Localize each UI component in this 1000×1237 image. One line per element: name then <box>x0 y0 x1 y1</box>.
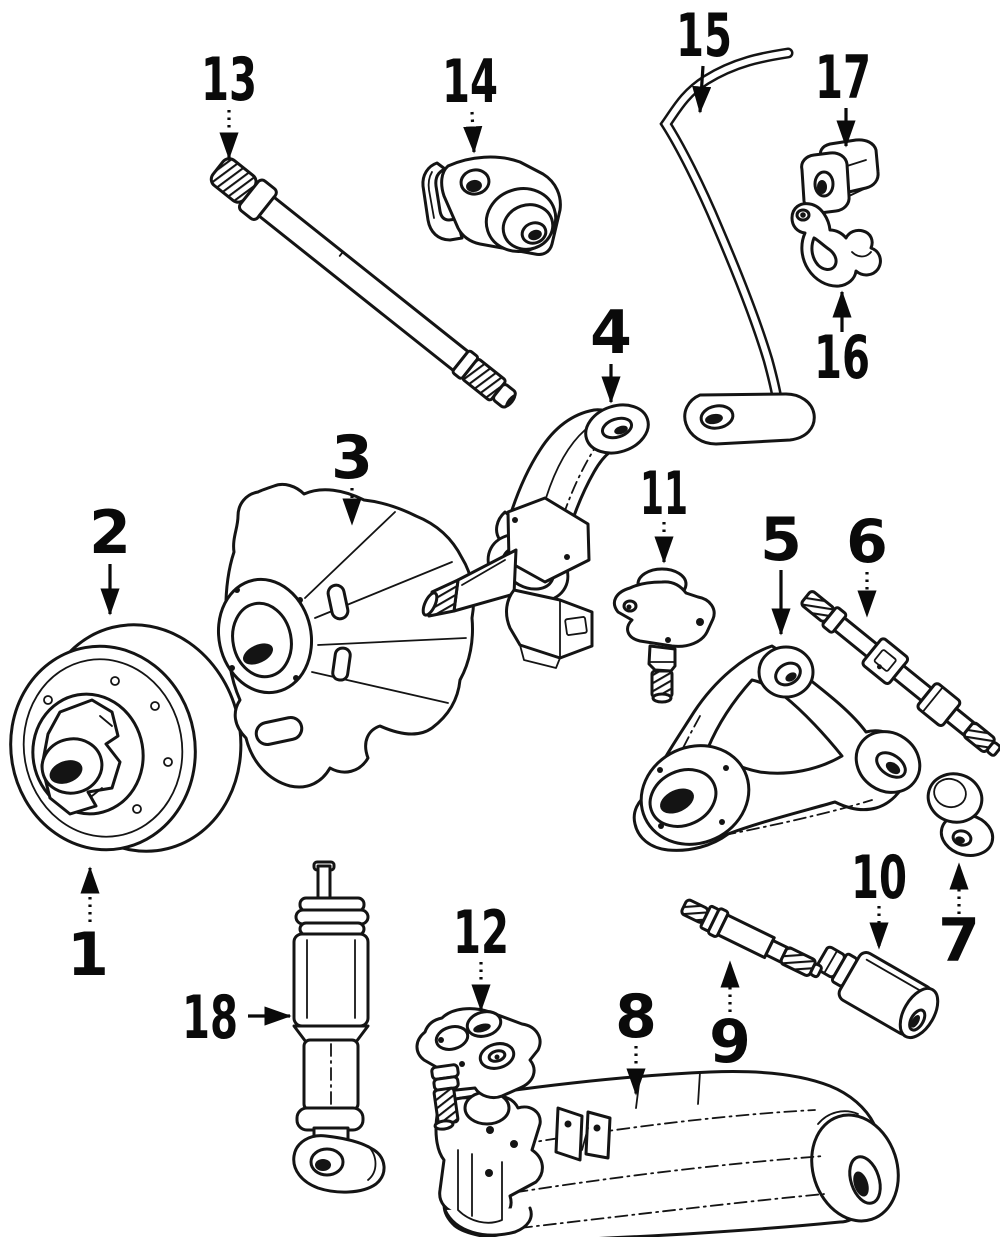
callout-1 <box>67 868 109 990</box>
callout-16-label: 16 <box>814 323 870 393</box>
callout-7 <box>938 864 980 976</box>
callout-12 <box>453 898 509 1010</box>
callout-13 <box>201 45 257 158</box>
callout-4 <box>590 298 632 402</box>
callout-18-label: 18 <box>182 983 238 1053</box>
part-17-stabilizer-bushing <box>802 140 879 213</box>
callout-12-label: 12 <box>453 898 509 968</box>
callout-9 <box>709 962 751 1077</box>
callout-2 <box>89 498 131 614</box>
callout-6-label: 6 <box>846 507 888 577</box>
callout-18 <box>182 983 290 1053</box>
callout-1-label: 1 <box>67 920 109 990</box>
callout-17-label: 17 <box>815 43 871 113</box>
callout-14 <box>442 47 498 152</box>
callout-9-label: 9 <box>709 1007 751 1077</box>
callout-17 <box>815 43 871 146</box>
callout-4-label: 4 <box>590 298 632 368</box>
part-3-splash-shield <box>208 484 473 787</box>
callout-15-label: 15 <box>676 1 732 71</box>
callout-3-label: 3 <box>331 423 373 493</box>
callout-10-label: 10 <box>851 843 907 913</box>
part-14-torsion-bar-mount <box>423 157 564 260</box>
callout-5-label: 5 <box>760 505 802 575</box>
callout-8-label: 8 <box>615 982 657 1052</box>
part-10-lower-arm-bushing <box>809 934 946 1044</box>
part-7-control-arm-bushing <box>923 768 998 861</box>
callout-11 <box>640 459 688 562</box>
callout-16 <box>814 292 870 393</box>
callout-15-arrow <box>700 66 703 112</box>
callout-5 <box>760 505 802 634</box>
part-18-shock-absorber <box>294 862 384 1192</box>
part-16-stabilizer-bracket <box>792 204 880 286</box>
callout-7-label: 7 <box>938 906 980 976</box>
callout-6 <box>846 507 888 616</box>
callout-2-label: 2 <box>89 498 131 568</box>
callout-10 <box>851 843 907 948</box>
part-8-lower-control-arm <box>436 1072 912 1237</box>
part-11-upper-ball-joint <box>614 569 714 702</box>
part-9-adjusting-bolt <box>678 893 826 984</box>
part-15-stabilizer-bar <box>666 53 814 444</box>
callout-14-label: 14 <box>442 47 498 117</box>
callout-13-label: 13 <box>201 45 257 115</box>
callout-14-arrow <box>472 112 474 152</box>
callout-11-label: 11 <box>640 459 688 529</box>
